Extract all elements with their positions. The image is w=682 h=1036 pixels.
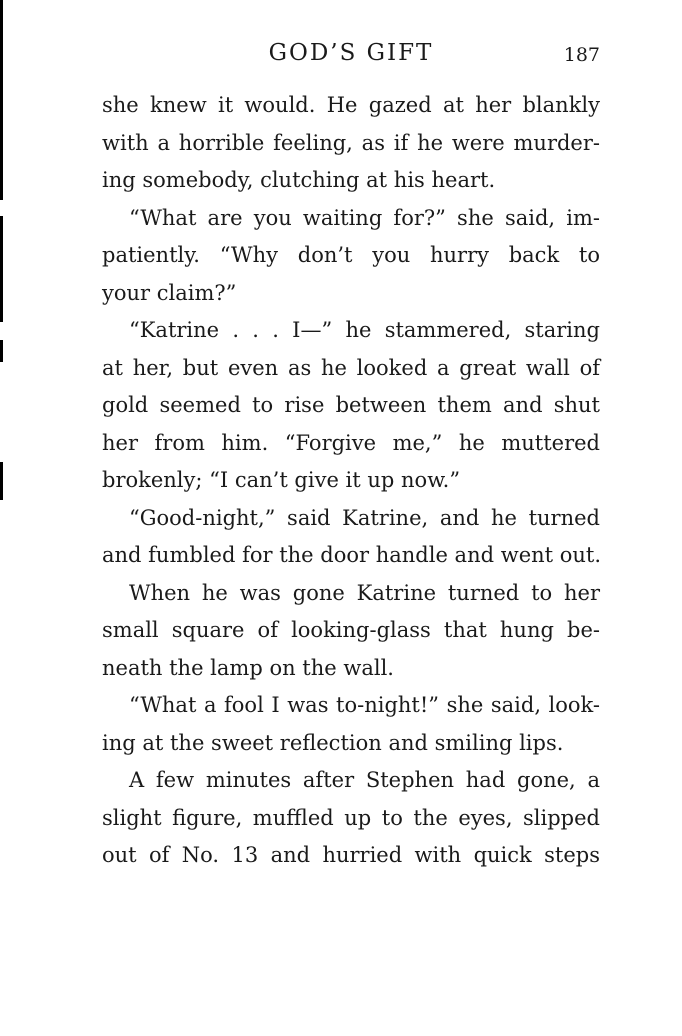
text-line: gold seemed to rise between them and shut xyxy=(102,393,600,417)
scan-edge-gap xyxy=(0,322,3,340)
text-line: “What a fool I was to-night!” she said, look- xyxy=(129,693,600,717)
text-line: neath the lamp on the wall. xyxy=(102,655,394,680)
text-line: ing somebody, clutching at his heart. xyxy=(102,168,496,192)
text-line: “Good-night,” said Katrine, and he turned xyxy=(129,505,600,530)
text-line: your claim?” xyxy=(102,280,237,305)
text-line: small square of looking-glass that hung be- xyxy=(102,618,600,642)
scan-edge xyxy=(0,0,3,1036)
text-line: with a horrible feeling, as if he were murder- xyxy=(102,130,600,155)
text-line: When he was gone Katrine turned to her xyxy=(129,580,600,605)
page-number: 187 xyxy=(563,44,600,66)
text-line: brokenly; “I can’t give it up now.” xyxy=(102,468,461,492)
running-head xyxy=(102,36,600,72)
book-page xyxy=(102,36,600,875)
text-line: slight figure, muffled up to the eyes, slipped xyxy=(102,805,600,830)
text-line: “Katrine . . . I—” he stammered, staring xyxy=(129,318,600,342)
text-line: she knew it would. He gazed at her blankly xyxy=(102,93,600,117)
text-line: her from him. “Forgive me,” he muttered xyxy=(102,430,600,455)
text-line: out of No. 13 and hurried with quick steps xyxy=(102,843,600,867)
text-line: patiently. “Why don’t you hurry back to xyxy=(102,243,600,267)
scan-edge-gap xyxy=(0,362,3,462)
text-line: A few minutes after Stephen had gone, a xyxy=(129,768,600,792)
text-line: “What are you waiting for?” she said, im- xyxy=(129,205,600,230)
text-line: ing at the sweet reflection and smiling lips. xyxy=(102,730,564,755)
scan-edge-gap xyxy=(0,200,3,216)
running-title: GOD’S GIFT xyxy=(268,40,434,66)
text-line: and fumbled for the door handle and went out. xyxy=(102,543,602,567)
scan-edge-gap xyxy=(0,500,3,1036)
text-line: at her, but even as he looked a great wall of xyxy=(102,355,600,380)
body-text xyxy=(102,87,600,875)
